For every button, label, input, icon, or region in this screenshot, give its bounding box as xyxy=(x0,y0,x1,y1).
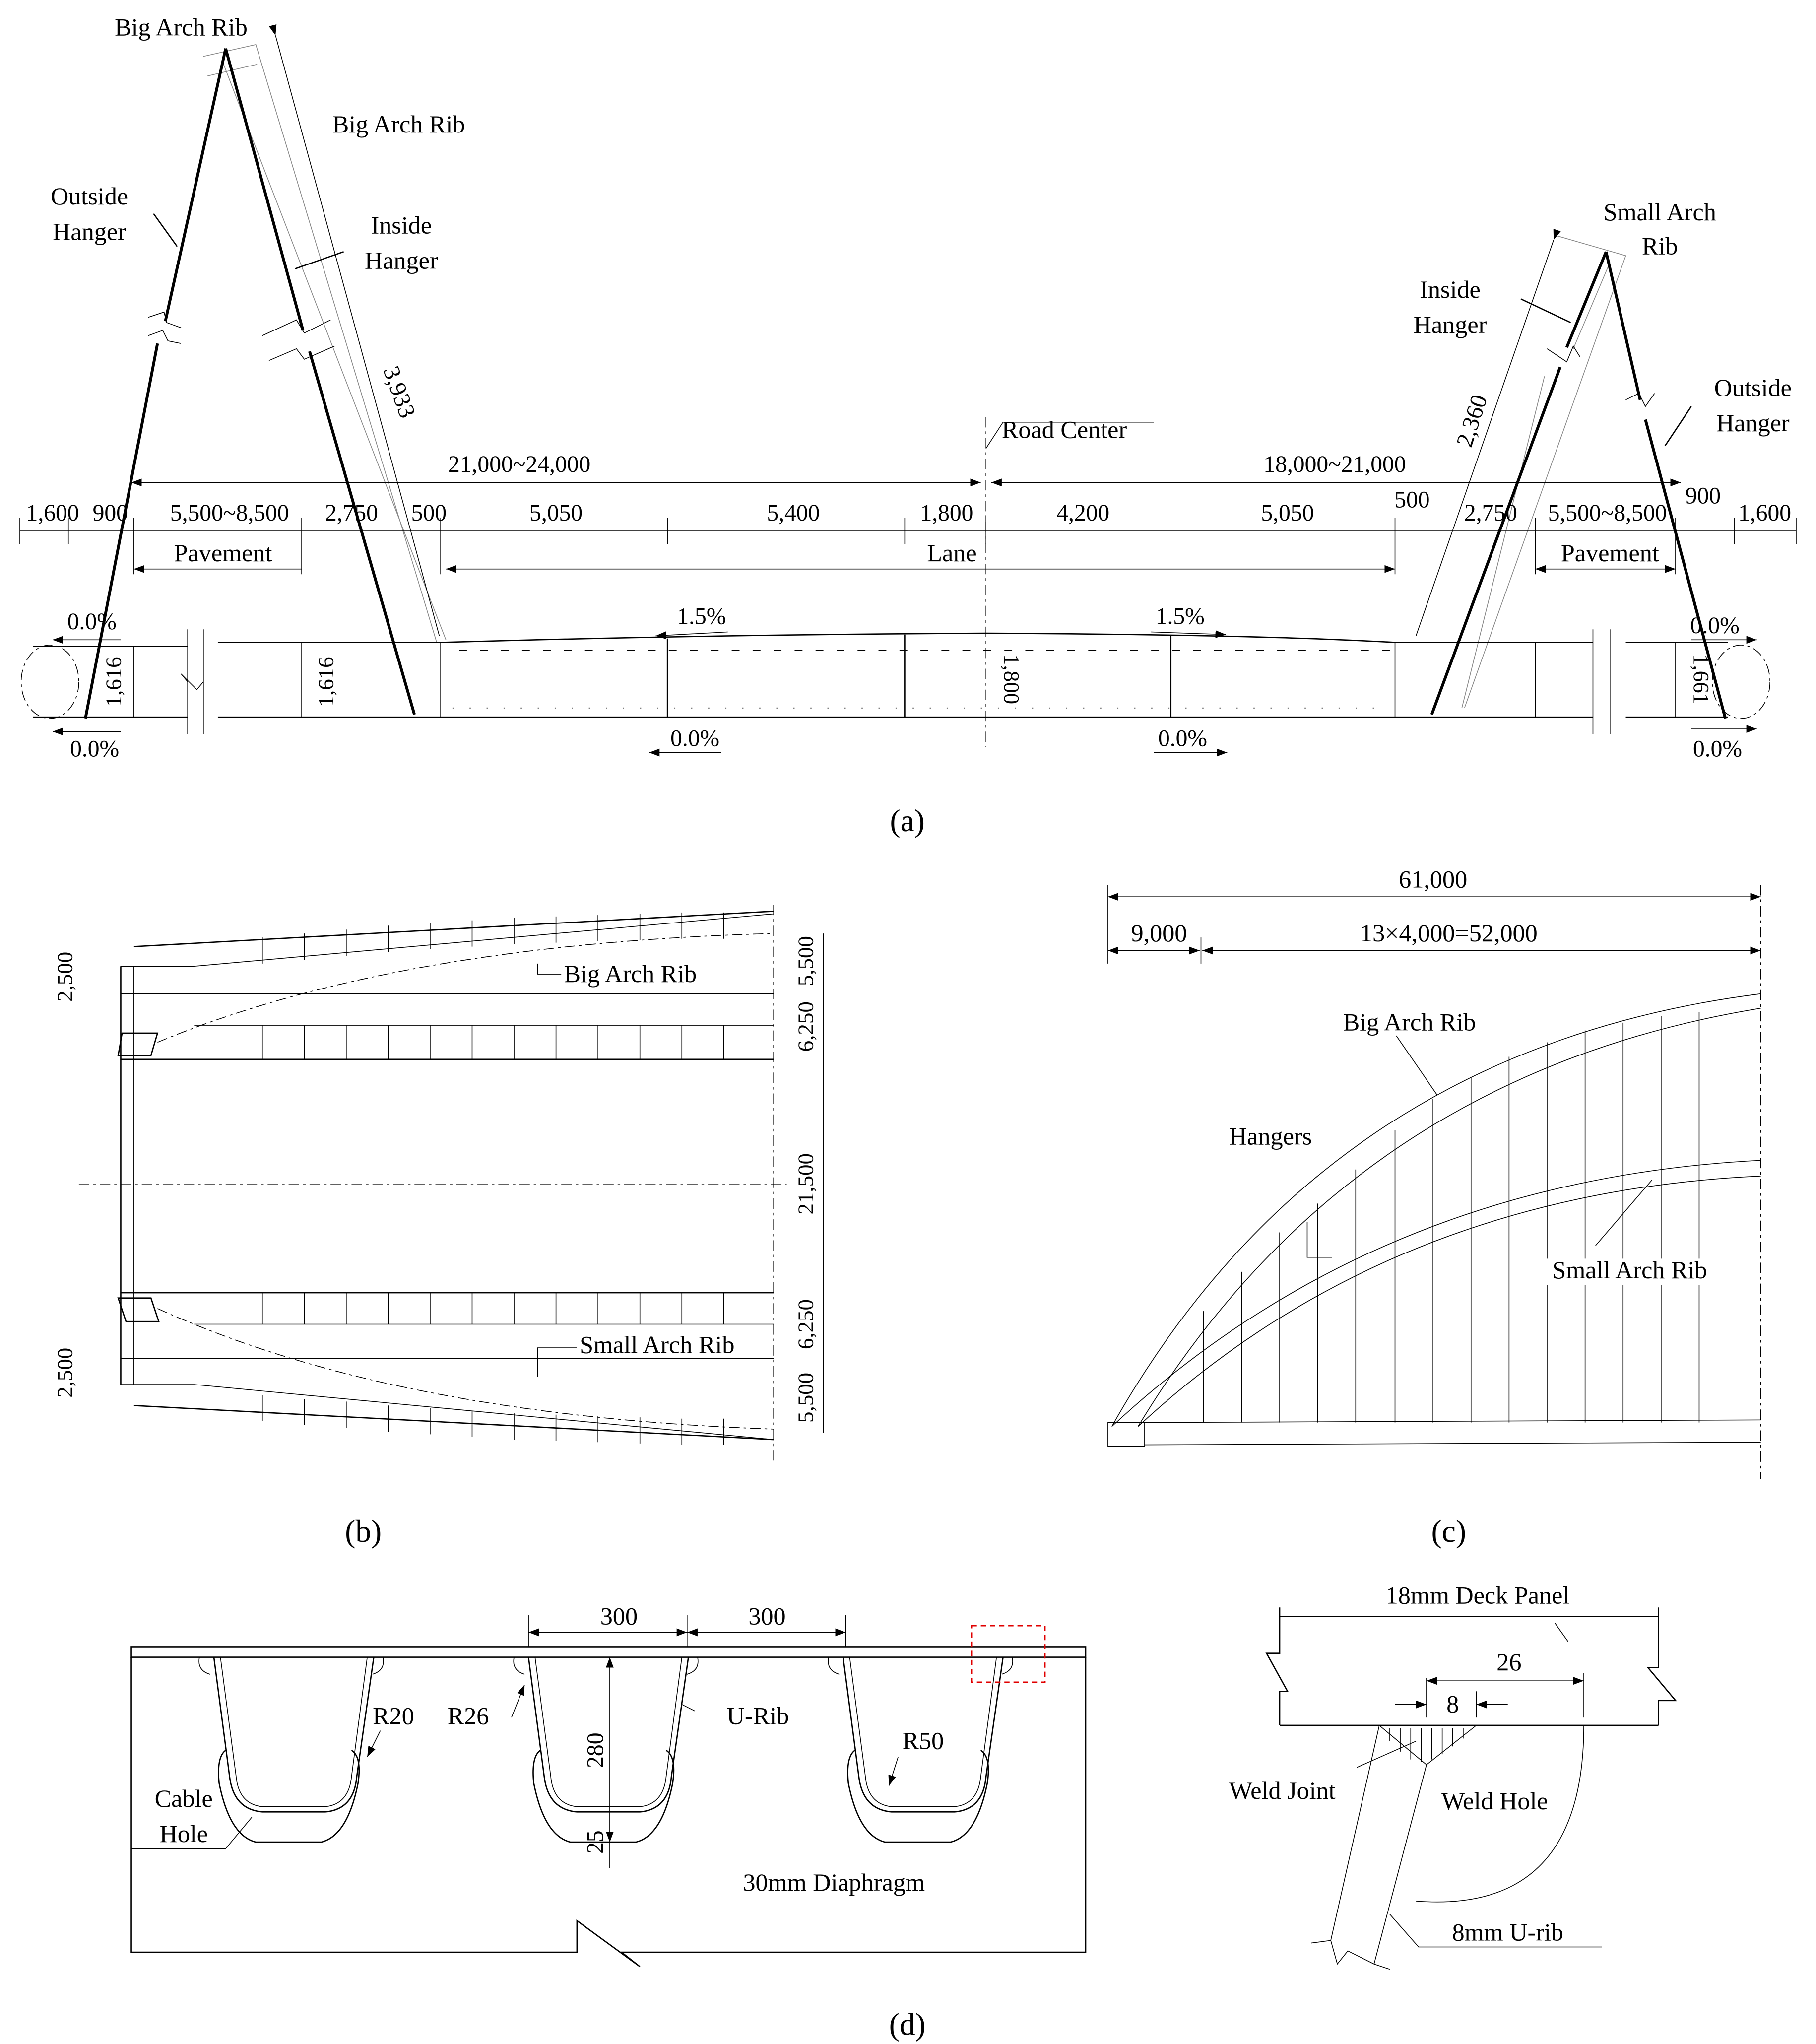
dim-d-300-2: 300 xyxy=(748,1602,786,1630)
u-rib xyxy=(199,1657,384,1843)
label-c-hangers: Hangers xyxy=(1229,1122,1312,1150)
diaphragms xyxy=(262,913,724,1445)
dim-1600-right: 1,600 xyxy=(1738,500,1792,526)
label-big-arch-rib-side: Big Arch Rib xyxy=(332,110,465,138)
dim-5050-right: 5,050 xyxy=(1261,500,1314,526)
panel-a-cross-section xyxy=(20,13,1796,838)
slope-top-left-deck: 1.5% xyxy=(677,603,726,630)
u-rib-plate xyxy=(1331,1725,1427,1964)
label-cable-hole-2: Hole xyxy=(159,1820,208,1848)
dim-3933: 3,933 xyxy=(378,363,420,422)
dim-b-6250-top: 6,250 xyxy=(793,1001,818,1052)
panel-label-b: (b) xyxy=(345,1514,382,1549)
small-arch-rib-outer xyxy=(1112,1160,1761,1426)
slope-top-left-edge: 0.0% xyxy=(67,609,117,635)
dim-b-6250-bottom: 6,250 xyxy=(793,1299,818,1350)
cable-hole xyxy=(848,1750,988,1842)
panel-label-c: (c) xyxy=(1431,1514,1467,1549)
label-inside-hanger-left-2: Hanger xyxy=(364,246,438,274)
label-r26: R26 xyxy=(447,1702,489,1730)
label-u-rib: U-Rib xyxy=(726,1702,789,1730)
label-r20: R20 xyxy=(373,1702,414,1730)
arch-springing-box xyxy=(118,1033,157,1055)
slope-bottom-right-edge: 0.0% xyxy=(1692,736,1743,762)
panel-d-diaphragm xyxy=(131,1602,1086,1967)
dim-5050-left: 5,050 xyxy=(529,500,583,526)
label-weld-joint: Weld Joint xyxy=(1229,1776,1336,1804)
dim-b-2500-top: 2,500 xyxy=(52,951,77,1002)
label-u-rib-8mm: 8mm U-rib xyxy=(1452,1918,1563,1946)
panel-d-weld-detail xyxy=(1229,1581,1676,1969)
slope-top-right-deck: 1.5% xyxy=(1155,603,1205,630)
panel-c-elevation xyxy=(1108,865,1761,1549)
label-pavement-left: Pavement xyxy=(174,538,272,567)
dim-4200: 4,200 xyxy=(1056,500,1110,526)
label-outside-hanger-left-1: Outside xyxy=(50,182,129,210)
dim-500-left: 500 xyxy=(411,500,447,526)
dim-8: 8 xyxy=(1446,1690,1459,1718)
label-inside-hanger-left-1: Inside xyxy=(371,211,432,239)
label-c-small-arch-rib: Small Arch Rib xyxy=(1552,1256,1707,1284)
detail-highlight-box xyxy=(972,1626,1045,1682)
dim-900-left: 900 xyxy=(92,500,128,526)
break-mark xyxy=(262,320,334,361)
label-weld-hole: Weld Hole xyxy=(1441,1787,1548,1815)
label-r50: R50 xyxy=(902,1726,944,1755)
label-inside-hanger-right-2: Hanger xyxy=(1413,311,1487,339)
dim-1600-left: 1,600 xyxy=(26,500,79,526)
break-mark xyxy=(148,312,181,343)
label-outside-hanger-right-1: Outside xyxy=(1714,373,1792,401)
cable-hole xyxy=(218,1750,359,1842)
label-lane: Lane xyxy=(927,538,977,567)
big-arch-rib-inner xyxy=(1138,1008,1761,1427)
label-small-arch-rib-2: Rib xyxy=(1641,232,1678,260)
steel-box-girder xyxy=(21,629,1770,734)
dim-height-1616-inner: 1,616 xyxy=(313,657,338,707)
label-road-center: Road Center xyxy=(1001,415,1127,444)
label-outside-hanger-left-2: Hanger xyxy=(53,217,126,246)
dim-500-right: 500 xyxy=(1394,487,1430,513)
dim-c-9000: 9,000 xyxy=(1131,919,1187,947)
label-outside-hanger-right-2: Hanger xyxy=(1716,409,1790,437)
dim-21000-24000: 21,000~24,000 xyxy=(448,452,591,478)
label-c-big-arch-rib: Big Arch Rib xyxy=(1343,1008,1476,1036)
slope-top-right-edge: 0.0% xyxy=(1690,613,1740,639)
arch-springing-box xyxy=(118,1298,159,1322)
small-arch-rib-inner xyxy=(1138,1176,1761,1427)
dim-height-1616-outer: 1,616 xyxy=(101,657,126,707)
label-small-arch-rib-1: Small Arch xyxy=(1603,198,1716,226)
label-b-big-arch-rib: Big Arch Rib xyxy=(564,959,697,988)
panel-label-a: (a) xyxy=(890,803,925,839)
weld-joint xyxy=(1379,1725,1477,1765)
dim-1800-lane: 1,800 xyxy=(920,500,973,526)
dim-d-280: 280 xyxy=(583,1732,609,1768)
dim-d-300-1: 300 xyxy=(600,1602,638,1630)
dim-5400: 5,400 xyxy=(767,500,820,526)
dim-26: 26 xyxy=(1496,1648,1522,1676)
label-diaphragm: 30mm Diaphragm xyxy=(743,1868,925,1896)
panel-label-d: (d) xyxy=(889,2007,926,2042)
dim-pavement-right: 5,500~8,500 xyxy=(1548,500,1667,526)
dim-height-1800: 1,800 xyxy=(999,654,1025,705)
slope-bottom-left-edge: 0.0% xyxy=(70,736,120,762)
abutment xyxy=(1108,1423,1145,1447)
dim-height-1661: 1,661 xyxy=(1688,654,1714,705)
slope-bottom-right-deck: 0.0% xyxy=(1158,725,1208,752)
label-big-arch-rib-top: Big Arch Rib xyxy=(115,13,248,41)
panel-b-plan-view xyxy=(53,905,824,1549)
dim-d-25: 25 xyxy=(583,1830,609,1854)
label-inside-hanger-right-1: Inside xyxy=(1420,275,1481,303)
dim-900-right: 900 xyxy=(1685,483,1721,509)
label-cable-hole-1: Cable xyxy=(154,1784,213,1812)
dim-c-52000: 13×4,000=52,000 xyxy=(1360,919,1538,947)
deck-plate xyxy=(131,1647,1086,1657)
dim-b-5500-top: 5,500 xyxy=(793,936,818,987)
dim-18000-21000: 18,000~21,000 xyxy=(1263,452,1406,478)
hangers xyxy=(1204,1012,1699,1423)
dim-2750-right: 2,750 xyxy=(1464,500,1517,526)
label-b-small-arch-rib: Small Arch Rib xyxy=(580,1330,735,1359)
label-deck-panel: 18mm Deck Panel xyxy=(1385,1581,1570,1609)
dim-pavement-left: 5,500~8,500 xyxy=(170,500,289,526)
dim-2360: 2,360 xyxy=(1451,392,1493,450)
slope-bottom-left-deck: 0.0% xyxy=(670,725,720,752)
label-pavement-right: Pavement xyxy=(1560,538,1659,567)
dim-b-21500: 21,500 xyxy=(793,1153,818,1215)
big-arch-rib-outer xyxy=(1112,994,1761,1427)
dim-b-5500-bottom: 5,500 xyxy=(793,1372,818,1423)
dim-2750-left: 2,750 xyxy=(324,500,378,526)
dim-b-2500-bottom: 2,500 xyxy=(52,1347,77,1398)
dim-c-61000: 61,000 xyxy=(1399,865,1468,893)
